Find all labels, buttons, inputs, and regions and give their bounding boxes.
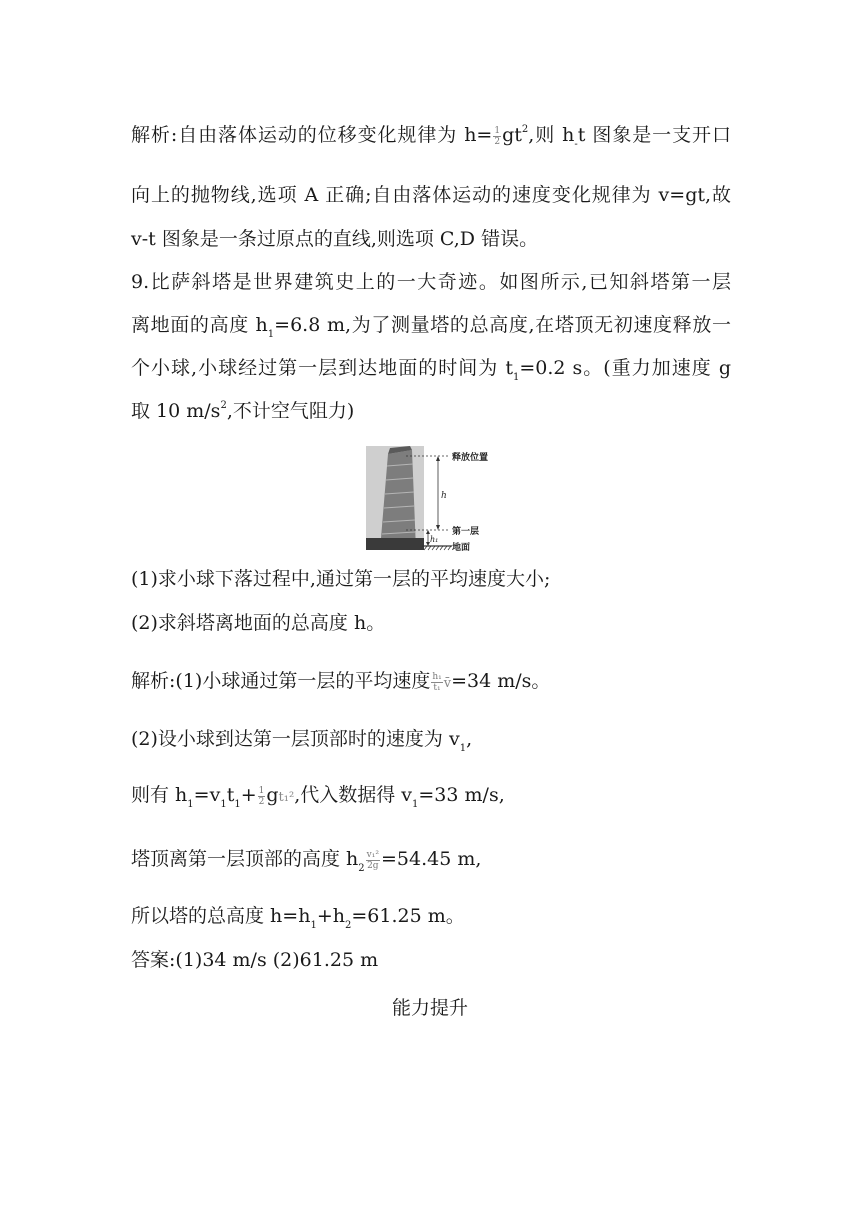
leaning-tower-figure <box>366 446 506 552</box>
solution-line-4: 塔顶离第一层顶部的高度 $h_2$ $\frac{\text{v₁²}}{2g}$ =54.45 m, <box>131 848 482 874</box>
problem-9-line-2: 离地面的高度 $h_1=6.8$ m,为了测量塔的总高度,在塔顶无初速度释放一 <box>131 314 731 340</box>
problem-9-line-4: 取 10 $m/s^2$,不计空气阻力) <box>131 399 355 422</box>
label-first-floor: 第一层 <box>452 527 480 537</box>
text-line-2: 向上的抛物线,选项 A 正确;自由落体运动的速度变化规律为 v=gt,故 <box>131 184 731 206</box>
solution-line-1: 解析:(1)小球通过第一层的平均速度 $\frac{\text{h₁}}{\text{t₁}}$ v̄=34 m/s。 <box>131 670 551 693</box>
answer-line: 答案:(1)34 m/s (2)61.25 m <box>131 949 379 971</box>
section-title: 能力提升 <box>391 997 468 1019</box>
fraction-half: $\frac{1}{2}$ <box>258 785 265 807</box>
problem-9-line-1: 9.比萨斜塔是世界建筑史上的一大奇迹。如图所示,已知斜塔第一层 <box>131 271 731 293</box>
fraction-average-velocity: $\frac{\text{h₁}}{\text{t₁}}$ <box>432 671 442 693</box>
solution-line-2: (2)设小球到达第一层顶部时的速度为 $v_1$, <box>131 728 473 754</box>
question-2: (2)求斜塔离地面的总高度 h。 <box>131 612 386 634</box>
label-ground: 地面 <box>452 543 471 552</box>
label-h1: h₁ <box>430 535 439 544</box>
question-1: (1)求小球下落过程中,通过第一层的平均速度大小; <box>131 568 551 590</box>
label-release-position: 释放位置 <box>452 453 489 463</box>
fraction-half: $\frac{1}{2}$ <box>494 125 501 147</box>
photo-ground-shadow <box>366 538 424 550</box>
text-line-3: v-t 图象是一条过原点的直线,则选项 C,D 错误。 <box>131 228 539 250</box>
problem-9-line-3: 个小球,小球经过第一层到达地面的时间为 $t_1=0.2$ s。(重力加速度 g <box>131 357 732 383</box>
text-span: 解析:自由落体运动的位移变化规律为 h= <box>131 124 493 146</box>
tower-diagram <box>366 446 506 552</box>
solution-line-3: 则有 $h_1=v_1t_1+$ $\frac{1}{2}$ gt₁²,代入数据得 $v_1=33$ m/s, <box>131 784 505 810</box>
fraction-v1-squared-over-2g: $\frac{\text{v₁²}}{2g}$ <box>366 849 379 871</box>
text-line-1: 解析:自由落体运动的位移变化规律为 h= $\frac{1}{2}$ $gt^2$,则 $h_-t$ 图象是一支开口 <box>131 123 731 150</box>
label-h: h <box>441 491 447 501</box>
solution-line-5: 所以塔的总高度 $h=h_1+h_2=61.25$ m。 <box>131 905 465 931</box>
